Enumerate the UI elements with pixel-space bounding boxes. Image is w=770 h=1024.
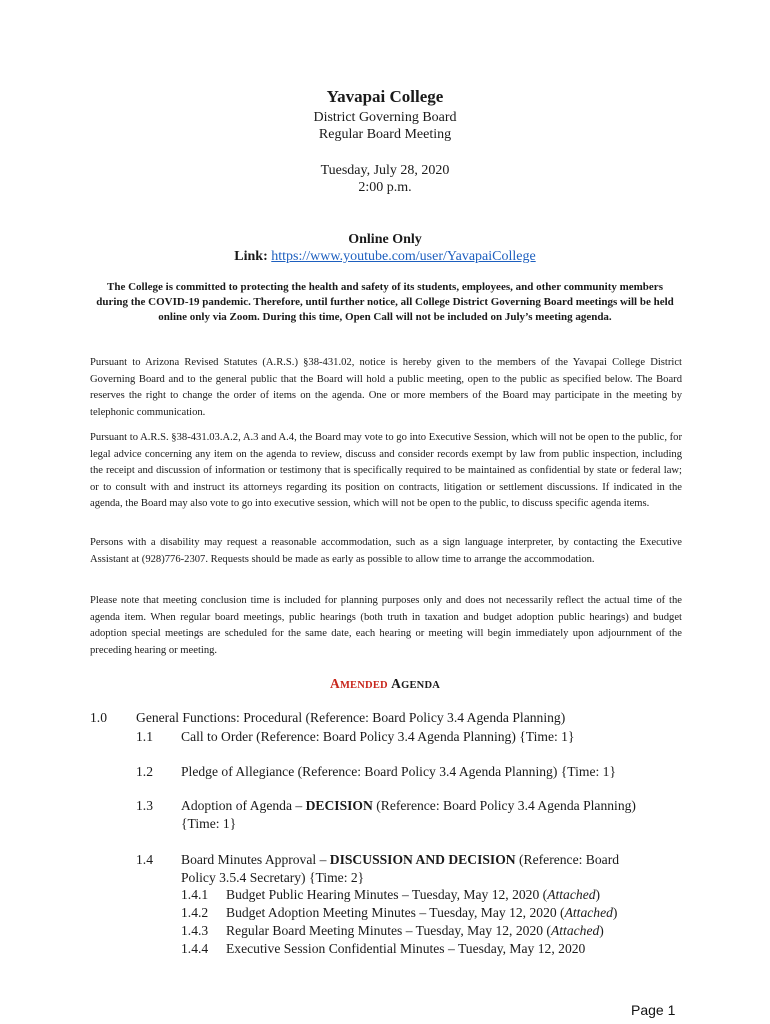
attached-link[interactable]: Attached — [550, 923, 600, 938]
link-line — [0, 249, 770, 265]
document-page: Yavapai College District Governing Board Regular Board Meeting Tuesday, July 28, 2020 2:00 p.m. Online Only Link: https://www.youtube.com/user/YavapaiCollege The College is committed to protecting the health and safety of its students, employees, and other community members during the COVID-19 pandemic. Therefore, until further notice, all College District Governing Board meetings will be held online only via Zoom. During this time, Open Call will not be included on July’s meeting agenda. Pursuant to Arizona Revised Statutes (A.R.S.) §38-431.02, notice is hereby given to the members of the Yavapai College District Governing Board and to the general public that the Board will hold a public meeting, open to the public as specified below. The Board reserves the right to change the order of items on the agenda. One or more members of the Board may participate in the meeting by telephonic communication. Pursuant to A.R.S. §38-431.03.A.2, A.3 and A.4, the Board may vote to go into Executive Session, which will not be open to the public, for legal advice concerning any item on the agenda to review, discuss and consider records exempt by law from public inspection, including the receipt and discussion of information or testimony that is specifically required to be maintained as confidential by state or federal law; or to consult with and instruct its attorneys regarding its position on contracts, litigation or settlement discussions. If indicated in the agenda, the Board may also vote to go into executive session, which will not be open to the public, to discuss specific agenda items. Persons with a disability may request a reasonable accommodation, such as a sign language interpreter, by contacting the Executive Assistant at (928)776-2307. Requests should be made as early as possible to allow time to arrange the accommodation. Please note that meeting conclusion time is included for planning purposes only and does not necessarily reflect the actual time of the agenda item. When regular board meetings, public hearings (both truth in taxation and budget adoption public hearings) and budget adoption special meetings are scheduled for the same date, each hearing or meeting will begin immediately upon adjournment of the preceding hearing or meeting. AMENDED AGENDA 1.0 General Functions: Procedural (Reference: Board Policy 3.4 Agenda Planning) 1.1 Call to Order (Reference: Board Policy 3.4 Agenda Planning) {Time: 1} 1.2 Pledge of Allegiance (Reference: Board Policy 3.4 Agenda Planning) {Time: 1} 1.3 Adoption of Agenda – DECISION (Reference: Board Policy 3.4 Agenda Planning) {Time: 1} 1.4 Board Minutes Approval – DISCUSSION AND DECISION (Reference: Board Policy 3.5.4 Secretary) {Time: 2} 1.4.1 Budget Public Hearing Minutes – Tuesday, May 12, 2020 (Attached) 1.4.2 Budget Adoption Meeting Minutes – Tuesday, May 12, 2020 (Attached) 1.4.3 Regular Board Meeting Minutes – Tuesday, May 12, 2020 (Attached) 1.4.4 Executive Session Confidential Minutes – Tuesday, May 12, 2020 Page 1 — [0, 0, 770, 1024]
page-number: Page 1 — [631, 1002, 676, 1018]
college-title: Yavapai College — [326, 87, 444, 106]
accommodation-paragraph: Persons with a disability may request a reasonable accommodation, such as a sign language interpreter, by contacting the Executive Assistant at (928)776-2307. Requests should be made as early as possible to allow time to arrange the accommodation. — [90, 537, 682, 565]
attached-link[interactable]: Attached — [564, 905, 613, 920]
meeting-time: 2:00 p.m. — [358, 180, 412, 195]
link-label: Link: — [234, 249, 268, 264]
ars-notice-paragraph: Pursuant to Arizona Revised Statutes (A.R.S.) §38-431.02, notice is hereby given to the members of the Yavapai College District Governing Board and to the general public that the Board will hold a public meeting, open to the public as specified below. The Board reserves the right to change the order of items on the agenda. One or more members of the Board may participate in the meeting by telephonic communication. — [90, 357, 682, 418]
board-name: District Governing Board — [313, 110, 457, 125]
meeting-type: Regular Board Meeting — [318, 127, 452, 142]
executive-session-paragraph: Pursuant to A.R.S. §38-431.03.A.2, A.3 and A.4, the Board may vote to go into Executive Session, which will not be open to the public, for legal advice concerning any item on the agenda to review, discuss and consider records exempt by law from public inspection, including the receipt and discussion of information or testimony that is specifically required to be maintained as confidential by state or federal law; or to consult with and instruct its attorneys regarding its position on contracts, litigation or settlement discussions. If indicated in the agenda, the Board may also vote to go into executive session, which will not be open to the public, to discuss specific agenda items. — [90, 432, 682, 509]
timing-note-paragraph: Please note that meeting conclusion time is included for planning purposes only and does not necessarily reflect the actual time of the agenda item. When regular board meetings, public hearings (both truth in taxation and budget adoption public hearings) and budget adoption special meetings are scheduled for the same date, each hearing or meeting will begin immediately upon adjournment of the preceding hearing or meeting. — [90, 595, 682, 656]
online-only-label: Online Only — [348, 232, 422, 247]
covid-notice: The College is committed to protecting the health and safety of its students, employees, and other community members during the COVID-19 pandemic. Therefore, until further notice, all College District Governing Board meetings will be held online only via Zoom. During this time, Open Call will not be included on July’s meeting agenda. — [96, 281, 674, 323]
attached-link[interactable]: Attached — [547, 887, 596, 902]
youtube-link[interactable]: https://www.youtube.com/user/YavapaiCollege — [271, 249, 536, 264]
meeting-date: Tuesday, July 28, 2020 — [320, 163, 450, 178]
amended-agenda-heading: AMENDED AGENDA — [329, 676, 441, 691]
